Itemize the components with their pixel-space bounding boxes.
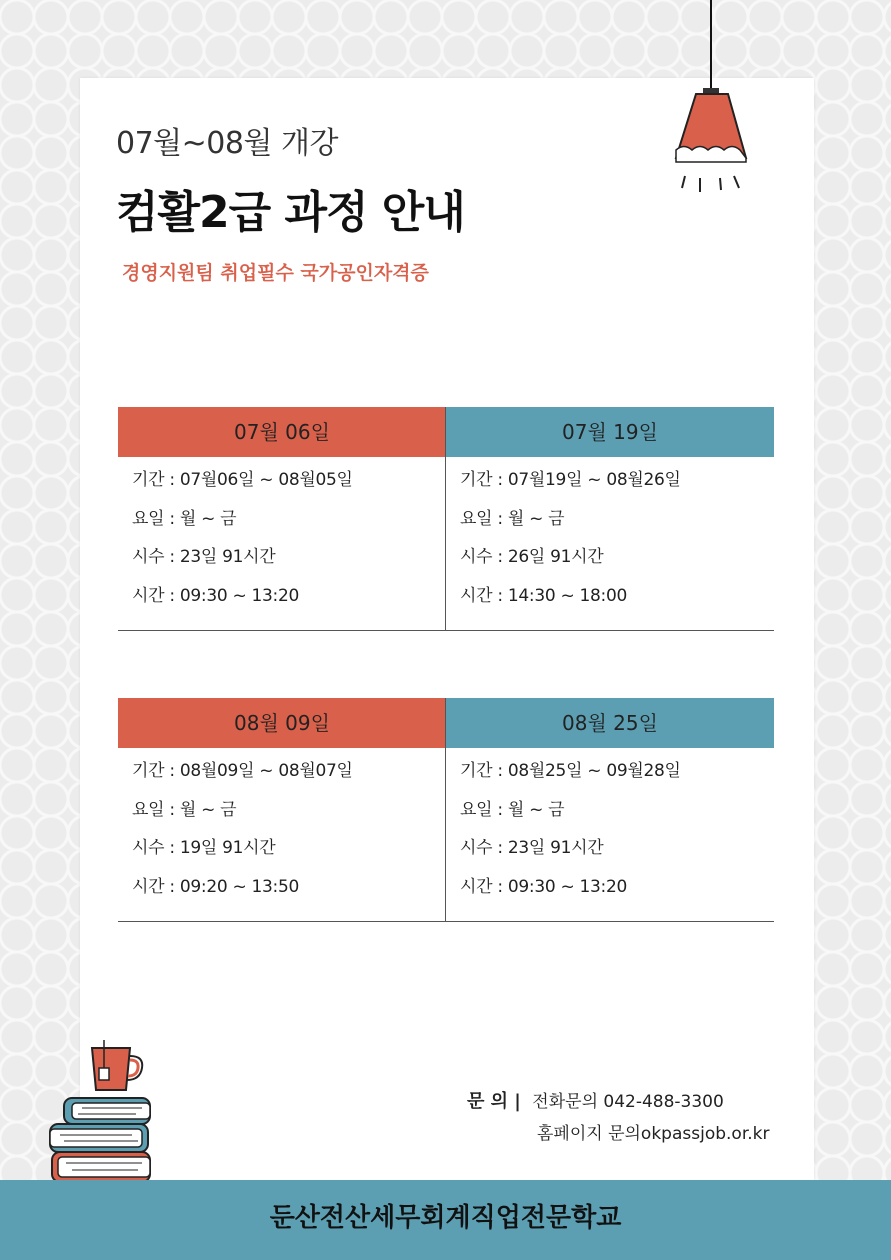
schedule-period: 기간 : 07월06일 ~ 08월05일 [132,470,353,490]
schedule-hours: 시수 : 26일 91시간 [460,547,604,567]
page-title: 컴활2급 과정 안내 [116,187,465,238]
column-divider [445,407,446,631]
schedule-period: 기간 : 08월25일 ~ 09월28일 [460,761,681,781]
schedule-time: 시간 : 09:30 ~ 13:20 [460,876,628,897]
schedule-start-date-header: 08월 25일 [446,698,774,748]
schedule-days: 요일 : 월 ~ 금 [460,508,565,529]
schedule-hours: 시수 : 23일 91시간 [460,838,604,858]
schedule-hours: 시수 : 19일 91시간 [132,838,276,858]
schedule-column [118,698,446,906]
schedule-start-date-header: 07월 06일 [118,407,446,457]
schedule-time: 시간 : 09:20 ~ 13:50 [132,876,300,897]
opening-period-subtitle: 07월~08월 개강 [116,126,338,161]
schedule-column [446,698,774,906]
schedule-start-date-header: 08월 09일 [118,698,446,748]
schedule-hours: 시수 : 23일 91시간 [132,547,276,567]
schedule-days: 요일 : 월 ~ 금 [132,508,237,529]
column-divider [445,698,446,922]
table-bottom-rule [118,630,774,631]
schedule-table-2 [118,698,774,922]
pendant-lamp-icon [668,0,768,200]
schedule-days: 요일 : 월 ~ 금 [460,799,565,820]
footer-school-name: 둔산전산세무회계직업전문학교 [0,1180,891,1260]
contact-label: 문 의 | [467,1091,521,1112]
schedule-table-1 [118,407,774,631]
table-bottom-rule [118,921,774,922]
contact-website: 홈페이지 문의okpassjob.or.kr [537,1124,770,1144]
books-and-mug-icon [46,1038,158,1188]
schedule-column [446,407,774,615]
schedule-time: 시간 : 14:30 ~ 18:00 [460,585,628,606]
schedule-period: 기간 : 08월09일 ~ 08월07일 [132,761,353,781]
contact-info [467,1087,770,1144]
schedule-time: 시간 : 09:30 ~ 13:20 [132,585,300,606]
tagline: 경영지원팀 취업필수 국가공인자격증 [122,262,429,284]
schedule-column [118,407,446,615]
schedule-start-date-header: 07월 19일 [446,407,774,457]
schedule-period: 기간 : 07월19일 ~ 08월26일 [460,470,681,490]
contact-phone: 전화문의 042-488-3300 [532,1092,724,1112]
schedule-days: 요일 : 월 ~ 금 [132,799,237,820]
